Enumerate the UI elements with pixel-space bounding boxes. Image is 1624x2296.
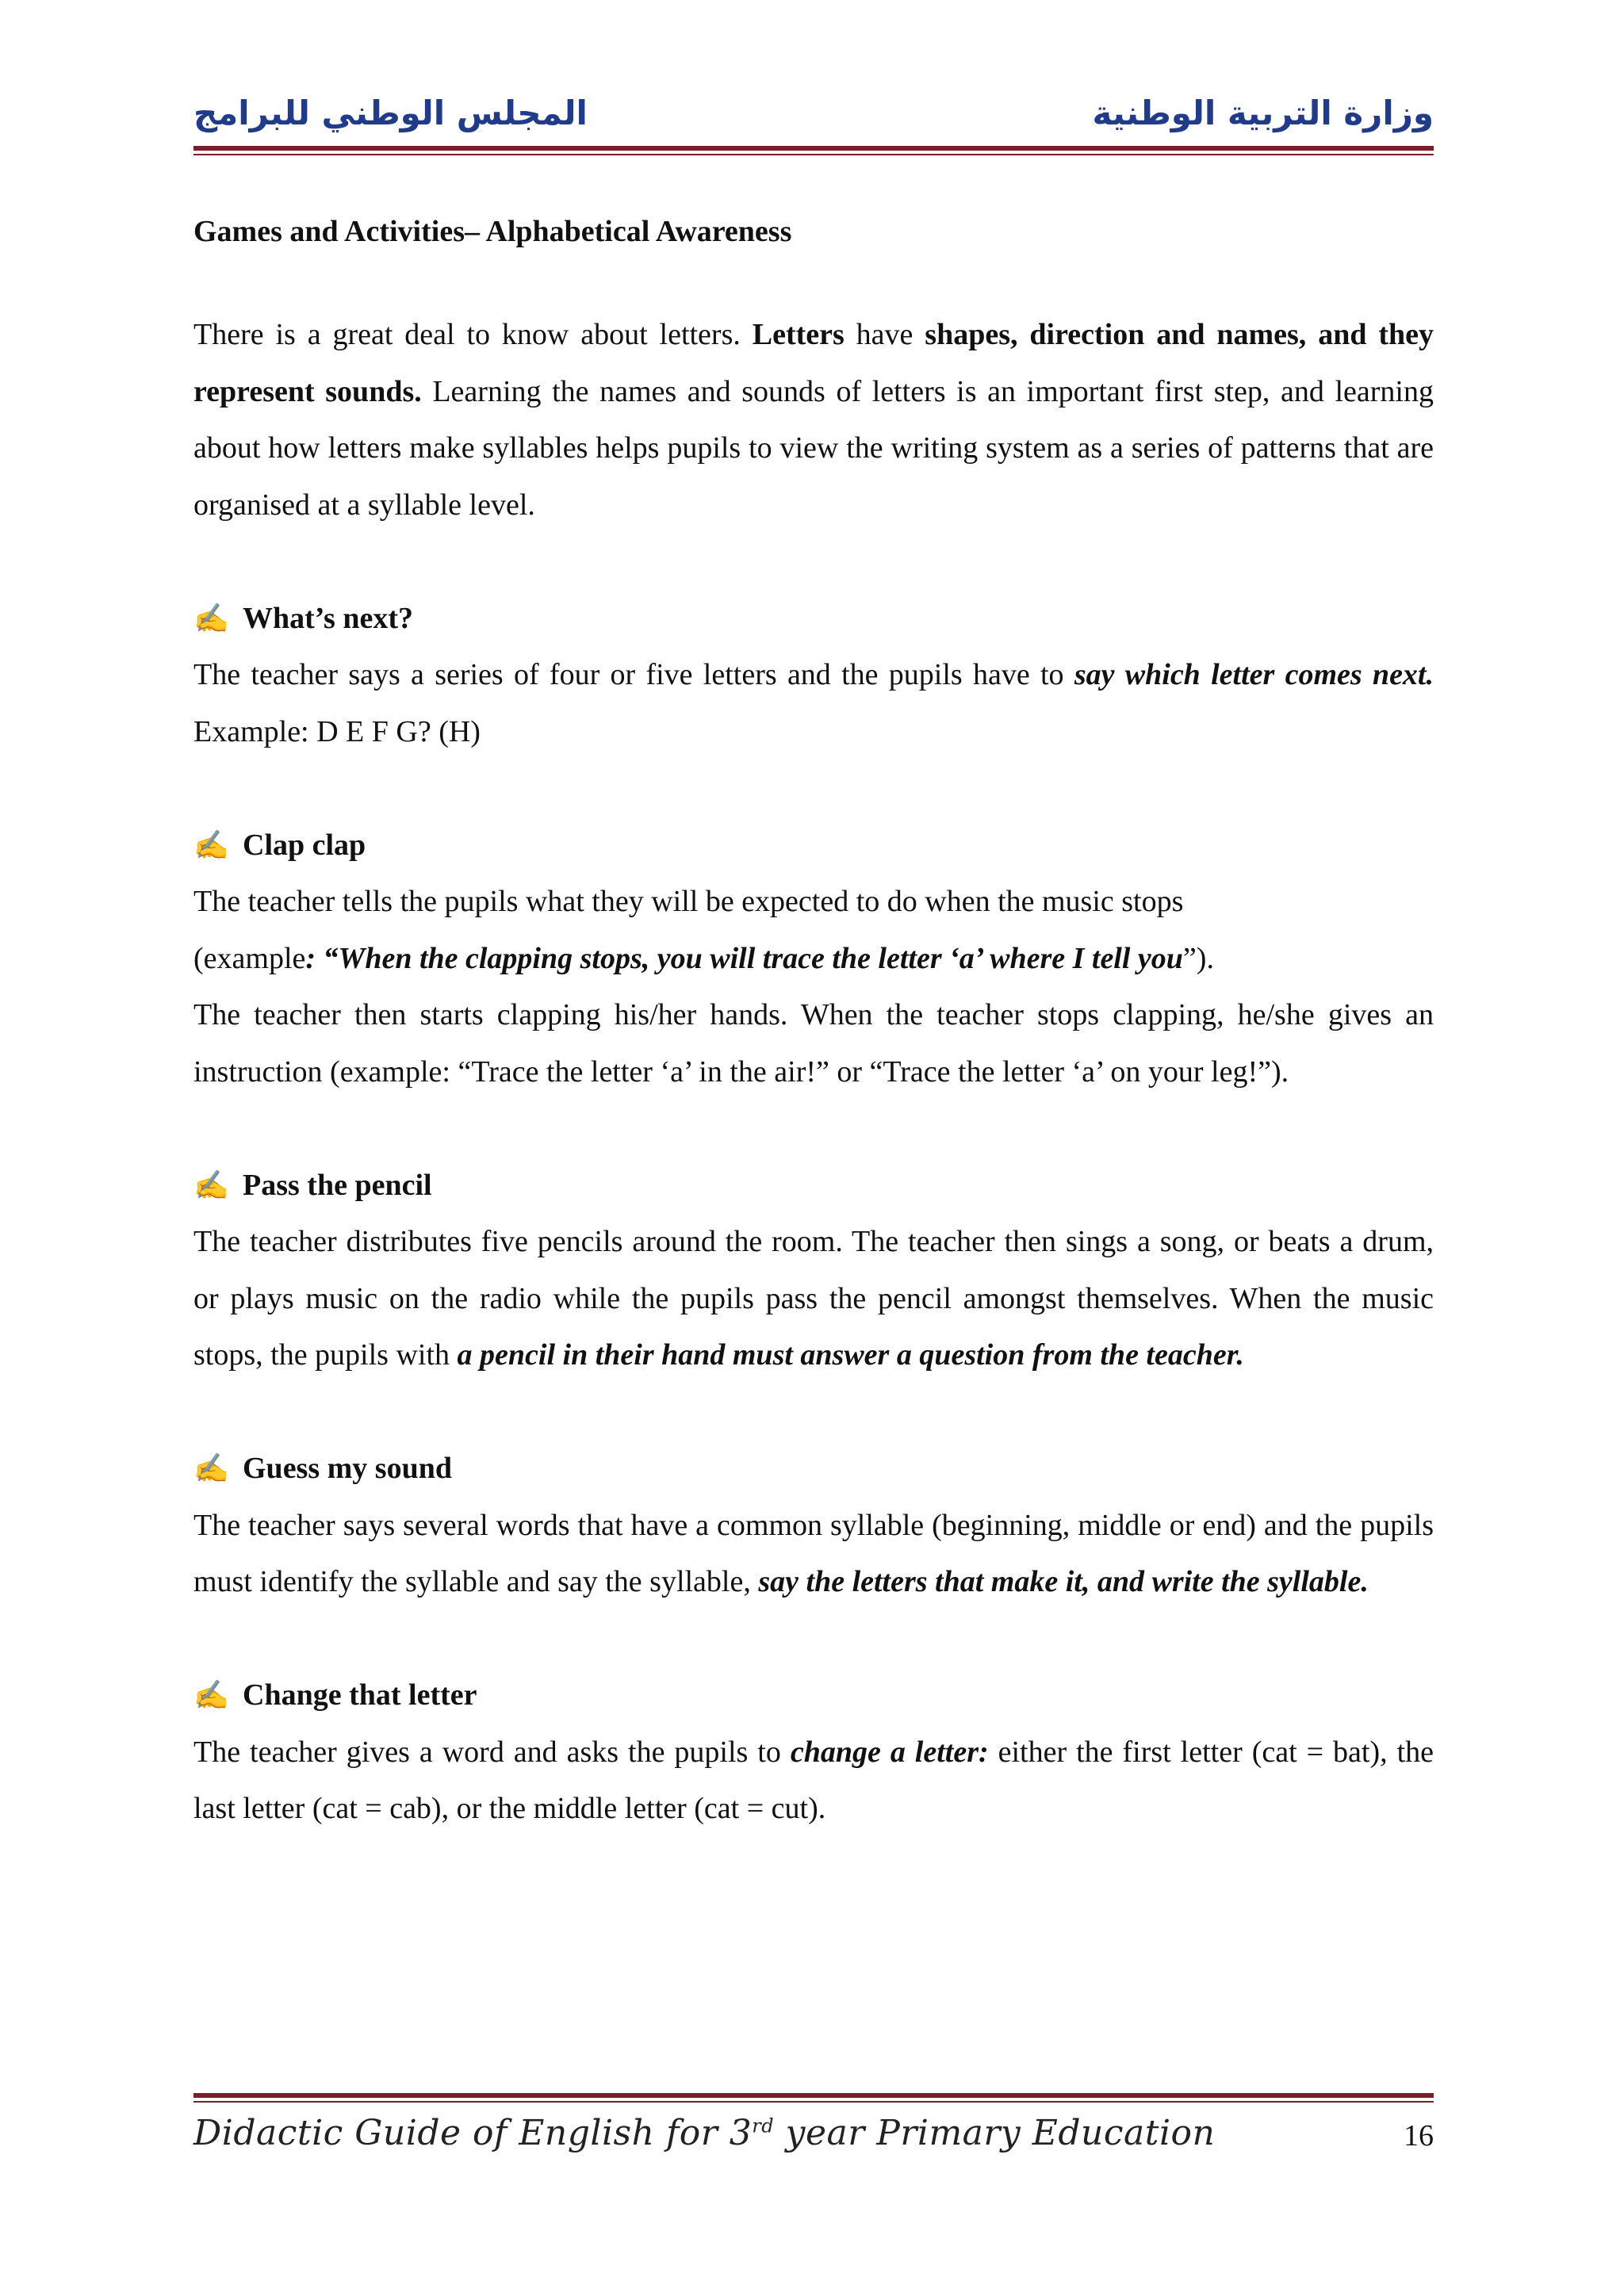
activity-text-clap-clap-line3: The teacher then starts clapping his/her hands. When the teacher stops clapping, he/she gives an instruction (example: “Trace the letter ‘a’ in the air!” or “Trace the letter ‘a’ on your leg!”). — [193, 998, 1434, 1089]
footer-guide-title: Didactic Guide of English for 3rd year Primary Education — [193, 2113, 1216, 2153]
activity-text-clap-clap-line1: The teacher tells the pupils what they will be expected to do when the music stops — [193, 885, 1184, 918]
activity-heading-whats-next: ✍ What’s next? — [193, 591, 1434, 648]
writing-hand-icon: ✍ — [193, 1452, 229, 1484]
header-rule-thick — [193, 146, 1434, 151]
activity-text-clap-clap-line2: (example: “When the clapping stops, you will trace the letter ‘a’ where I tell you”). — [193, 941, 1214, 975]
footer-rule-thick — [193, 2093, 1434, 2098]
writing-hand-icon: ✍ — [193, 1169, 229, 1201]
activity-heading-pass-the-pencil: ✍ Pass the pencil — [193, 1158, 1434, 1215]
intro-paragraph: There is a great deal to know about letters. Letters have shapes, direction and names, and they represent sounds. Learning the names and sounds of letters is an important first step, and learning about how letters make syllables helps pupils to view the writing system as a series of patterns that are organised at a syllable level. — [193, 318, 1434, 522]
activity-heading-guess-my-sound: ✍ Guess my sound — [193, 1441, 1434, 1498]
header-rule-thin — [193, 154, 1434, 155]
page-number: 16 — [1404, 2119, 1434, 2152]
page-content — [193, 208, 1434, 1838]
writing-hand-icon: ✍ — [193, 1679, 229, 1711]
writing-hand-icon: ✍ — [193, 828, 229, 861]
activity-text-whats-next: The teacher says a series of four or five letters and the pupils have to say which letter comes next. Example: D E F G? (H) — [193, 658, 1434, 748]
activity-heading-clap-clap: ✍ Clap clap — [193, 817, 1434, 874]
header-ministry-name: وزارة التربية الوطنية — [1092, 94, 1434, 132]
footer-rule-thin — [193, 2101, 1434, 2103]
activity-text-guess-my-sound: The teacher says several words that have a common syllable (beginning, middle or end) and the pupils must identify the syllable and say the syllable, say the letters that make it, and write the syllable. — [193, 1508, 1434, 1598]
activity-text-pass-the-pencil: The teacher distributes five pencils around the room. The teacher then sings a song, or beats a drum, or plays music on the radio while the pupils pass the pencil amongst themselves. When the music stops, the pupils with a pencil in their hand must answer a question from the teacher. — [193, 1225, 1434, 1372]
writing-hand-icon: ✍ — [193, 602, 229, 634]
header-council-name: المجلس الوطني للبرامج — [193, 94, 588, 132]
section-title: Games and Activities– Alphabetical Awareness — [193, 215, 792, 248]
activity-text-change-that-letter: The teacher gives a word and asks the pupils to change a letter: either the first letter (cat = bat), the last letter (cat = cab), or the middle letter (cat = cut). — [193, 1735, 1434, 1825]
activity-heading-change-that-letter: ✍ Change that letter — [193, 1667, 1434, 1724]
